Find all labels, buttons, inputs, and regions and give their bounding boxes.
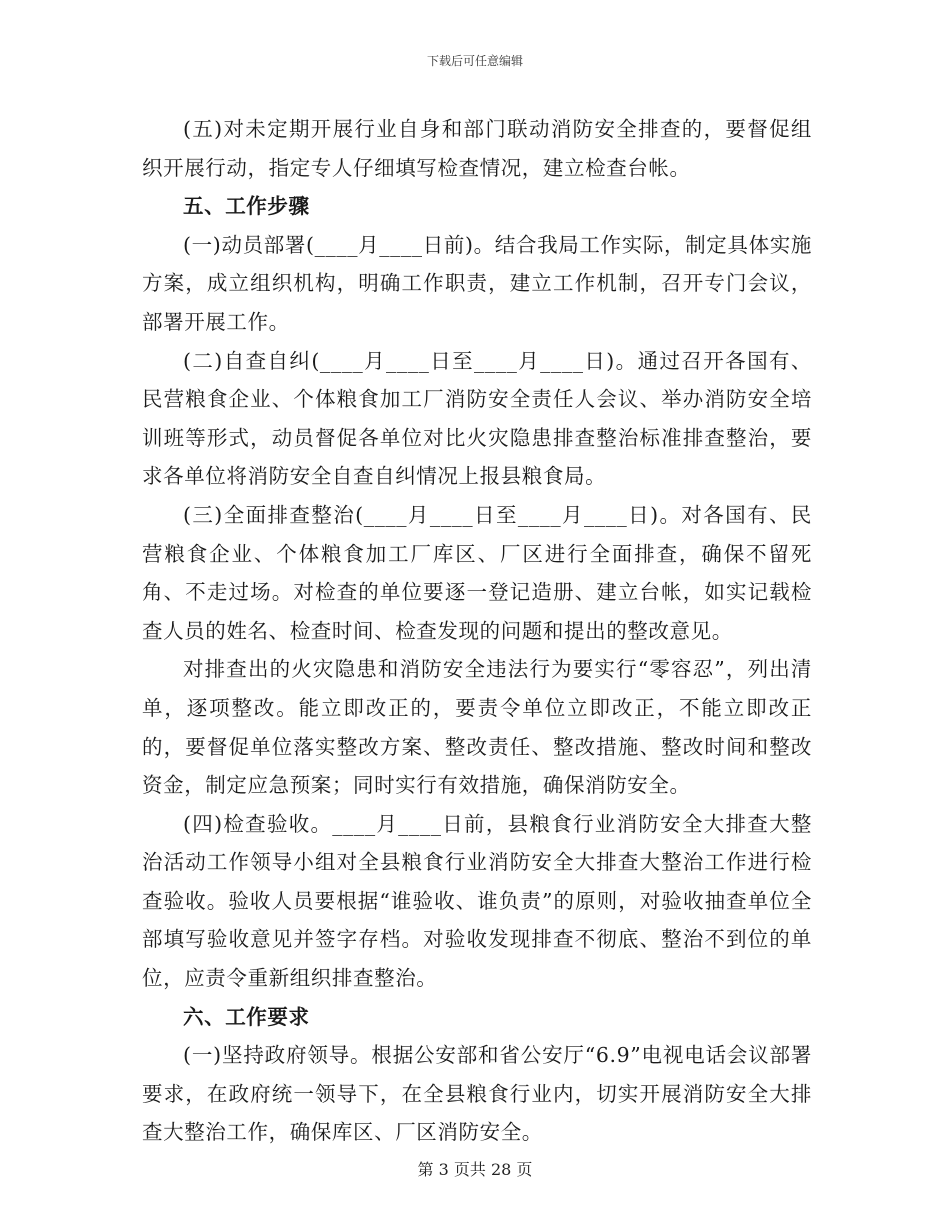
paragraph-5: (五)对未定期开展行业自身和部门联动消防安全排查的，要督促组织开展行动，指定专人仔细填写检查情况，建立检查台帐。 [142, 117, 812, 180]
section-heading-work-steps: 五、工作步骤 [183, 194, 310, 219]
paragraph-government-leadership: (一)坚持政府领导。根据公安部和省公安厅“6.9”电视电话会议部署要求，在政府统一领导下，在全县粮食行业内，切实开展消防安全大排查大整治工作，确保库区、厂区消防安全。 [142, 1043, 812, 1145]
paragraph-mobilization: (一)动员部署(____月____日前)。结合我局工作实际，制定具体实施方案，成立组织机构，明确工作职责，建立工作机制，召开专门会议，部署开展工作。 [142, 232, 812, 334]
section-heading-work-requirements: 六、工作要求 [183, 1004, 310, 1029]
paragraph-self-check: (二)自查自纠(____月____日至____月____日)。通过召开各国有、民营粮食企业、个体粮食加工厂消防安全责任人会议、举办消防安全培训班等形式，动员督促各单位对比火灾隐患排查整治标准排查整治，要求各单位将消防安全自查自纠情况上报县粮食局。 [142, 348, 812, 489]
paragraph-full-inspection: (三)全面排查整治(____月____日至____月____日)。对各国有、民营粮食企业、个体粮食加工厂库区、厂区进行全面排查，确保不留死角、不走过场。对检查的单位要逐一登记造册、建立台帐，如实记载检查人员的姓名、检查时间、检查发现的问题和提出的整改意见。 [142, 502, 812, 643]
document-body [142, 110, 812, 1152]
page-header: 下载后可任意编辑 [426, 54, 523, 68]
paragraph-acceptance: (四)检查验收。____月____日前，县粮食行业消防安全大排查大整治活动工作领导小组对全县粮食行业消防安全大排查大整治工作进行检查验收。验收人员要根据“谁验收、谁负责”的原则，对验收抽查单位全部填写验收意见并签字存档。对验收发现排查不彻底、整治不到位的单位，应责令重新组织排查整治。 [142, 811, 812, 991]
page-footer: 第 3 页共 28 页 [417, 1160, 533, 1179]
paragraph-zero-tolerance: 对排查出的火灾隐患和消防安全违法行为要实行“零容忍”，列出清单，逐项整改。能立即改正的，要责令单位立即改正，不能立即改正的，要督促单位落实整改方案、整改责任、整改措施、整改时间和整改资金，制定应急预案；同时实行有效措施，确保消防安全。 [142, 657, 812, 798]
